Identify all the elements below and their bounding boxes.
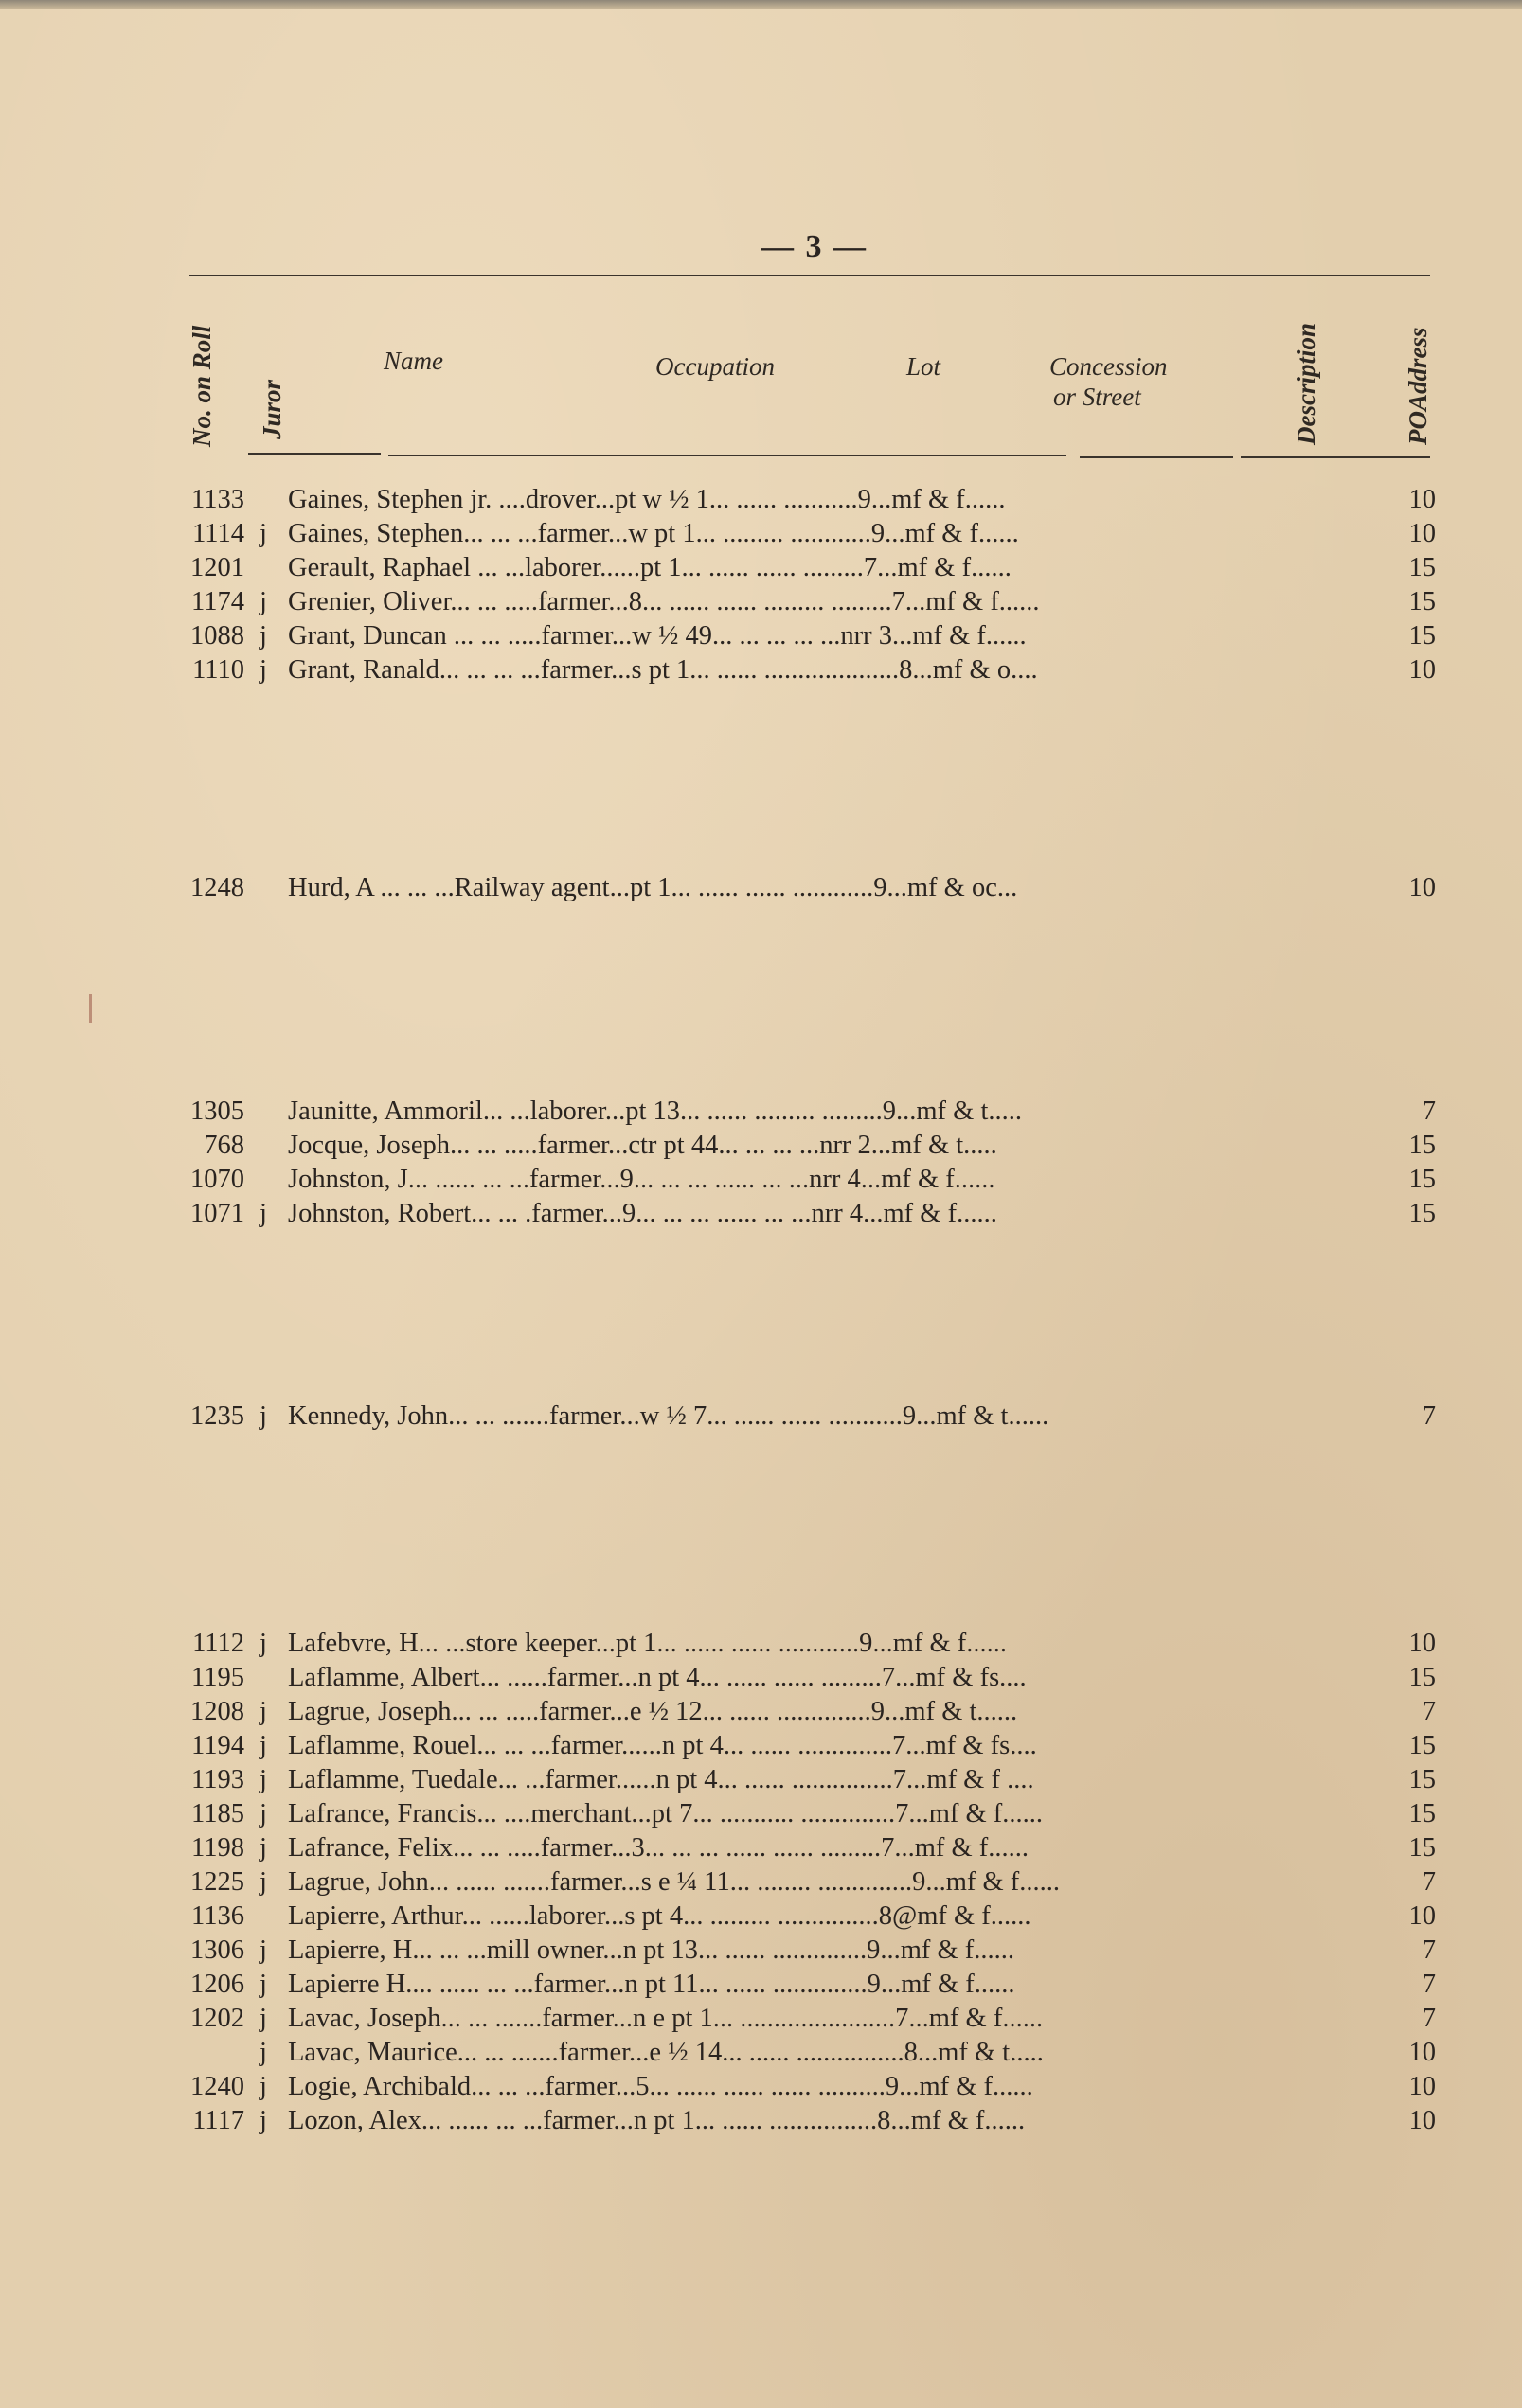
- po-address: 10: [1408, 655, 1436, 685]
- juror-mark: j: [260, 1629, 267, 1658]
- roll-number: 1225: [190, 1867, 244, 1897]
- roll-number: 1305: [190, 1097, 244, 1126]
- juror-mark: j: [260, 2038, 267, 2067]
- po-address: 15: [1408, 1165, 1436, 1194]
- roll-number: 1117: [192, 2106, 244, 2135]
- entry-row: [186, 1968, 1436, 2002]
- juror-mark: j: [260, 2072, 267, 2101]
- roll-number: 1195: [191, 1663, 244, 1692]
- roll-number: 1306: [190, 1935, 244, 1965]
- header-po-address: POAddress: [1404, 327, 1432, 445]
- roll-number: 1248: [190, 873, 244, 902]
- entry-row: [186, 1400, 1436, 1434]
- entry-text: Grant, Ranald... ... ... ...farmer...s pt 1... ...... ....................8...mf & o....: [288, 655, 1038, 685]
- roll-number: 1185: [191, 1799, 244, 1828]
- po-address: 10: [1408, 519, 1436, 548]
- header-bottom-rule-concession: [1080, 456, 1233, 458]
- po-address: 10: [1408, 1629, 1436, 1658]
- roll-number: 768: [204, 1131, 244, 1160]
- juror-mark: j: [260, 1935, 267, 1965]
- header-juror: Juror: [258, 379, 286, 439]
- po-address: 10: [1408, 1901, 1436, 1931]
- entry-row: [186, 1900, 1436, 1934]
- entry-row: [186, 1197, 1436, 1231]
- roll-number: 1136: [191, 1901, 244, 1931]
- juror-mark: j: [260, 1799, 267, 1828]
- entry-row: [186, 585, 1436, 619]
- header-bottom-rule-juror: [248, 453, 381, 455]
- po-address: 15: [1408, 553, 1436, 582]
- roll-number: 1206: [190, 1970, 244, 1999]
- entry-row: [186, 2104, 1436, 2138]
- entry-row: [186, 1695, 1436, 1729]
- juror-mark: j: [260, 1697, 267, 1726]
- po-address: 10: [1408, 2106, 1436, 2135]
- roll-number: 1208: [190, 1697, 244, 1726]
- entry-row: [186, 1865, 1436, 1900]
- entry-row: [186, 1797, 1436, 1831]
- roll-number: 1112: [192, 1629, 244, 1658]
- entry-text: Gerault, Raphael ... ...laborer......pt 1... ...... ...... .........7...mf & f......: [288, 553, 1012, 582]
- po-address: 7: [1422, 1401, 1436, 1431]
- entry-row: [186, 1095, 1436, 1129]
- juror-mark: j: [260, 655, 267, 685]
- roll-number: 1110: [192, 655, 244, 685]
- entry-row: [186, 2002, 1436, 2036]
- entry-text: Hurd, A ... ... ...Railway agent...pt 1... ...... ...... ............9...mf & oc...: [288, 873, 1018, 902]
- entry-text: Johnston, Robert... ... .farmer...9... ... ... ...... ... ...nrr 4...mf & f......: [288, 1199, 997, 1228]
- entry-row: [186, 1831, 1436, 1865]
- header-description: Description: [1292, 322, 1320, 445]
- po-address: 15: [1408, 1731, 1436, 1760]
- margin-mark: [89, 994, 92, 1023]
- header-top-rule: [189, 275, 1430, 276]
- entry-text: Johnston, J... ...... ... ...farmer...9... ... ... ...... ... ...nrr 4...mf & f......: [288, 1165, 995, 1194]
- roll-number: 1114: [192, 519, 244, 548]
- entry-text: Lafebvre, H... ...store keeper...pt 1... ...... ...... ............9...mf & f......: [288, 1629, 1008, 1658]
- po-address: 10: [1408, 873, 1436, 902]
- entry-row: [186, 619, 1436, 653]
- entry-text: Lagrue, John... ...... .......farmer...s e ¼ 11... ........ ..............9...mf & f......: [288, 1867, 1061, 1897]
- roll-number: 1202: [190, 2004, 244, 2033]
- entry-text: Jaunitte, Ammoril... ...laborer...pt 13... ...... ......... .........9...mf & t.....: [288, 1097, 1022, 1126]
- entry-text: Lapierre, H... ... ...mill owner...n pt 13... ...... ..............9...mf & f......: [288, 1935, 1015, 1965]
- po-address: 15: [1408, 1131, 1436, 1160]
- entry-text: Lafrance, Felix... ... .....farmer...3... ... ... ...... ...... .........7...mf & f......: [288, 1833, 1030, 1863]
- roll-number: 1193: [191, 1765, 244, 1794]
- po-address: 10: [1408, 2072, 1436, 2101]
- roll-number: 1071: [190, 1199, 244, 1228]
- entry-row: [186, 2036, 1436, 2070]
- po-address: 15: [1408, 1833, 1436, 1863]
- header-lot: Lot: [906, 352, 941, 381]
- entry-text: Grant, Duncan ... ... .....farmer...w ½ 49... ... ... ... ...nrr 3...mf & f......: [288, 621, 1027, 651]
- po-address: 10: [1408, 2038, 1436, 2067]
- po-address: 15: [1408, 621, 1436, 651]
- entry-text: Lavac, Maurice... ... .......farmer...e ½ 14... ...... ................8...mf & t.....: [288, 2038, 1044, 2067]
- po-address: 7: [1422, 2004, 1436, 2033]
- entry-text: Gaines, Stephen jr. ....drover...pt w ½ 1... ...... ...........9...mf & f......: [288, 485, 1006, 514]
- entry-row: [186, 871, 1436, 905]
- entry-text: Laflamme, Rouel... ... ...farmer......n pt 4... ...... ..............7...mf & fs....: [288, 1731, 1037, 1760]
- entry-row: [186, 2070, 1436, 2104]
- entry-row: [186, 1763, 1436, 1797]
- roll-number: 1198: [191, 1833, 244, 1863]
- po-address: 15: [1408, 1765, 1436, 1794]
- roll-number: 1133: [191, 485, 244, 514]
- juror-mark: j: [260, 1833, 267, 1863]
- juror-mark: j: [260, 2106, 267, 2135]
- juror-mark: j: [260, 2004, 267, 2033]
- entry-row: [186, 1661, 1436, 1695]
- juror-mark: j: [260, 1867, 267, 1897]
- entry-text: Logie, Archibald... ... ...farmer...5... ...... ...... ...... ..........9...mf & f......: [288, 2072, 1033, 2101]
- entry-text: Lozon, Alex... ...... ... ...farmer...n pt 1... ...... ................8...mf & f......: [288, 2106, 1026, 2135]
- juror-mark: j: [260, 519, 267, 548]
- entry-text: Laflamme, Tuedale... ...farmer......n pt 4... ...... ...............7...mf & f ....: [288, 1765, 1034, 1794]
- juror-mark: j: [260, 1765, 267, 1794]
- page-top-edge: [0, 0, 1522, 9]
- entry-text: Laflamme, Albert... ......farmer...n pt 4... ...... ...... .........7...mf & fs....: [288, 1663, 1027, 1692]
- po-address: 7: [1422, 1970, 1436, 1999]
- entry-row: [186, 653, 1436, 687]
- po-address: 15: [1408, 1799, 1436, 1828]
- po-address: 7: [1422, 1935, 1436, 1965]
- juror-mark: j: [260, 1970, 267, 1999]
- po-address: 15: [1408, 1199, 1436, 1228]
- roll-number: 1174: [191, 587, 244, 616]
- entry-text: Lapierre, Arthur... ......laborer...s pt 4... ......... ...............8@mf & f......: [288, 1901, 1031, 1931]
- po-address: 10: [1408, 485, 1436, 514]
- roll-number: 1201: [190, 553, 244, 582]
- roll-number: 1070: [190, 1165, 244, 1194]
- po-address: 15: [1408, 587, 1436, 616]
- roll-number: 1088: [190, 621, 244, 651]
- entry-row: [186, 483, 1436, 517]
- entry-row: [186, 1163, 1436, 1197]
- page-number: — 3 —: [761, 229, 868, 264]
- juror-mark: j: [260, 1401, 267, 1431]
- juror-mark: j: [260, 1731, 267, 1760]
- entry-text: Lapierre H.... ...... ... ...farmer...n pt 11... ...... ..............9...mf & f......: [288, 1970, 1015, 1999]
- roll-number: 1194: [191, 1731, 244, 1760]
- po-address: 15: [1408, 1663, 1436, 1692]
- entry-text: Lafrance, Francis... ....merchant...pt 7... ........... ..............7...mf & f......: [288, 1799, 1044, 1828]
- entry-text: Kennedy, John... ... .......farmer...w ½ 7... ...... ...... ...........9...mf & t......: [288, 1401, 1049, 1431]
- entry-row: [186, 1729, 1436, 1763]
- roll-number: 1235: [190, 1401, 244, 1431]
- entry-row: [186, 517, 1436, 551]
- entry-row: [186, 1627, 1436, 1661]
- header-no-on-roll: No. on Roll: [188, 325, 216, 447]
- header-bottom-rule-name: [388, 455, 1066, 456]
- entry-row: [186, 1934, 1436, 1968]
- entry-text: Grenier, Oliver... ... .....farmer...8... ...... ...... ......... .........7...mf & f......: [288, 587, 1040, 616]
- entry-row: [186, 551, 1436, 585]
- entry-row: [186, 1129, 1436, 1163]
- roll-number: 1240: [190, 2072, 244, 2101]
- po-address: 7: [1422, 1097, 1436, 1126]
- entry-text: Lavac, Joseph... ... .......farmer...n e pt 1... .......................7...mf & f......: [288, 2004, 1044, 2033]
- header-bottom-rule-description: [1241, 456, 1430, 458]
- entry-text: Lagrue, Joseph... ... .....farmer...e ½ 12... ...... ..............9...mf & t......: [288, 1697, 1018, 1726]
- header-or-street: or Street: [1053, 383, 1141, 411]
- juror-mark: j: [260, 621, 267, 651]
- entry-text: Gaines, Stephen... ... ...farmer...w pt 1... ......... ............9...mf & f......: [288, 519, 1019, 548]
- entry-text: Jocque, Joseph... ... .....farmer...ctr pt 44... ... ... ...nrr 2...mf & t.....: [288, 1131, 997, 1160]
- po-address: 7: [1422, 1867, 1436, 1897]
- juror-mark: j: [260, 1199, 267, 1228]
- juror-mark: j: [260, 587, 267, 616]
- header-name: Name: [384, 347, 443, 375]
- po-address: 7: [1422, 1697, 1436, 1726]
- header-concession: Concession: [1049, 352, 1168, 381]
- header-occupation: Occupation: [655, 352, 775, 381]
